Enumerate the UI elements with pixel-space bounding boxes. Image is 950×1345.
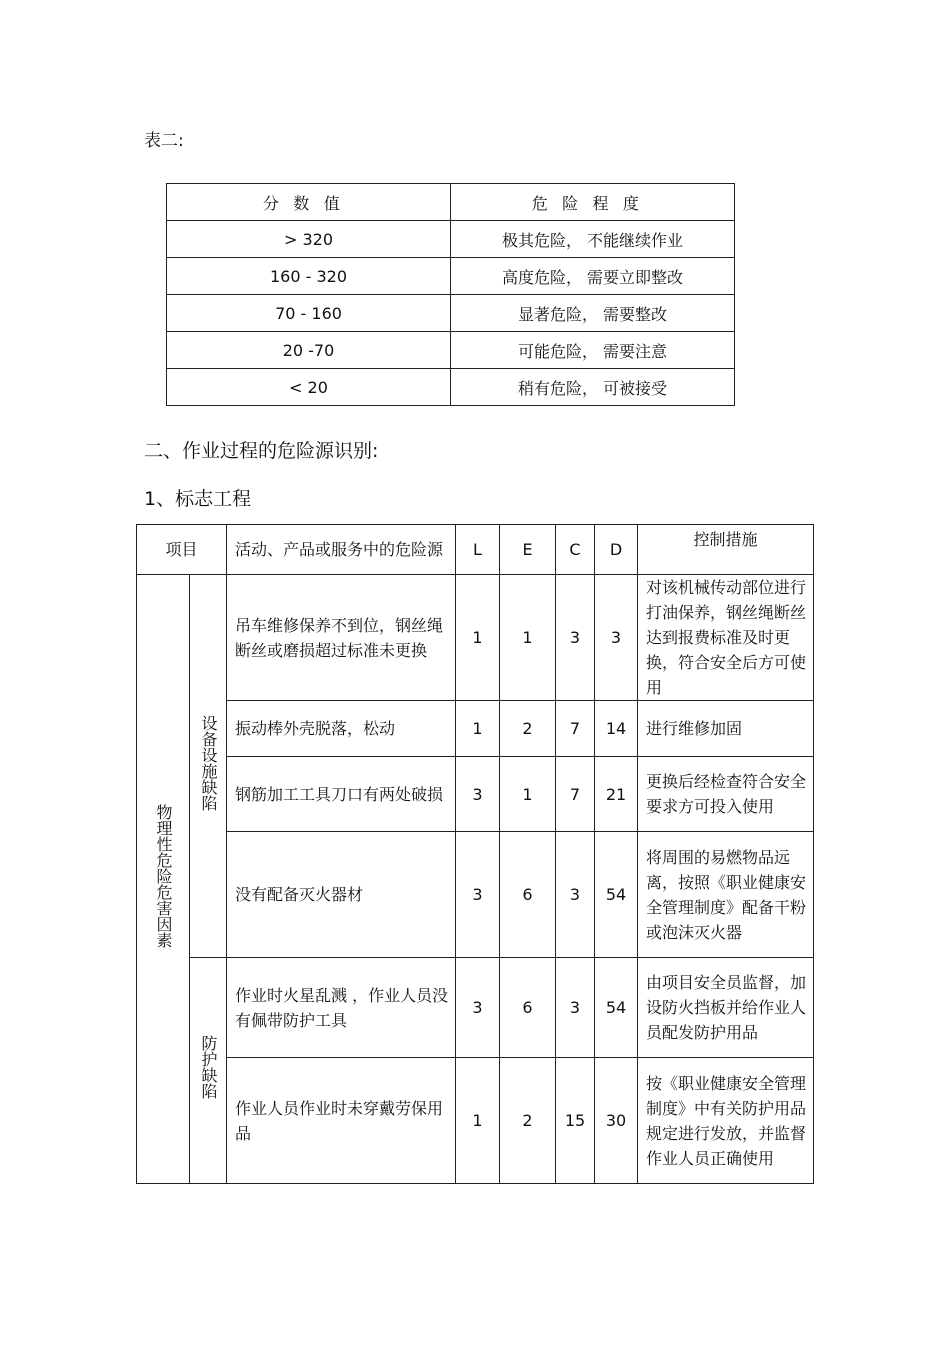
- score-cell: > 320: [167, 221, 451, 258]
- D-cell: 54: [595, 958, 638, 1058]
- D-cell: 14: [595, 701, 638, 757]
- subsection-heading: 1、标志工程: [144, 488, 252, 510]
- control-cell: 进行维修加固: [638, 701, 814, 757]
- D-cell: 3: [595, 575, 638, 701]
- section-heading: 二、作业过程的危险源识别:: [144, 440, 379, 462]
- table-row: [137, 575, 814, 701]
- score-cell: 160 - 320: [167, 258, 451, 295]
- control-cell: 对该机械传动部位进行打油保养，钢丝绳断丝达到报费标准及时更换，符合安全后方可使用: [638, 575, 814, 701]
- L-cell: 1: [456, 575, 500, 701]
- score-cell: 70 - 160: [167, 295, 451, 332]
- level-cell: 稍有危险， 可被接受: [451, 369, 735, 406]
- level-cell: 极其危险， 不能继续作业: [451, 221, 735, 258]
- column-header-control: 控制措施: [638, 525, 814, 575]
- table-row: [137, 1058, 814, 1184]
- column-header-source: 活动、产品或服务中的危险源: [227, 525, 456, 575]
- score-cell: < 20: [167, 369, 451, 406]
- L-cell: 3: [456, 958, 500, 1058]
- source-cell: 吊车维修保养不到位，钢丝绳断丝或磨损超过标准未更换: [227, 575, 456, 701]
- group-cell: [190, 958, 227, 1184]
- table-row: [137, 832, 814, 958]
- C-cell: 3: [556, 958, 595, 1058]
- column-header-C: C: [556, 525, 595, 575]
- category-label: 物理性危险危害因素: [154, 803, 173, 948]
- E-cell: 1: [500, 575, 556, 701]
- C-cell: 15: [556, 1058, 595, 1184]
- E-cell: 2: [500, 1058, 556, 1184]
- table-row: [137, 757, 814, 832]
- table-header-row: [137, 525, 814, 575]
- L-cell: 1: [456, 1058, 500, 1184]
- control-cell: 由项目安全员监督，加设防火挡板并给作业人员配发防护用品: [638, 958, 814, 1058]
- control-cell: 将周围的易燃物品远离，按照《职业健康安全管理制度》配备干粉或泡沫灭火器: [638, 832, 814, 958]
- source-cell: 作业时火星乱溅 ，作业人员没有佩带防护工具: [227, 958, 456, 1058]
- source-cell: 振动棒外壳脱落，松动: [227, 701, 456, 757]
- control-cell: 更换后经检查符合安全要求方可投入使用: [638, 757, 814, 832]
- E-cell: 6: [500, 832, 556, 958]
- level-cell: 可能危险， 需要注意: [451, 332, 735, 369]
- column-header-D: D: [595, 525, 638, 575]
- column-header-level: 危险程度: [451, 184, 735, 221]
- table-caption: 表二:: [144, 131, 184, 151]
- C-cell: 3: [556, 575, 595, 701]
- L-cell: 3: [456, 757, 500, 832]
- column-header-item: 项目: [137, 525, 227, 575]
- table-row: [137, 958, 814, 1058]
- category-cell: [137, 575, 190, 1184]
- source-cell: 没有配备灭火器材: [227, 832, 456, 958]
- L-cell: 1: [456, 701, 500, 757]
- L-cell: 3: [456, 832, 500, 958]
- column-header-L: L: [456, 525, 500, 575]
- table-row: [167, 332, 735, 369]
- hazard-table: [136, 524, 814, 1184]
- table-row: [167, 221, 735, 258]
- E-cell: 6: [500, 958, 556, 1058]
- table-row: [167, 295, 735, 332]
- score-cell: 20 -70: [167, 332, 451, 369]
- column-header-E: E: [500, 525, 556, 575]
- D-cell: 54: [595, 832, 638, 958]
- level-cell: 高度危险， 需要立即整改: [451, 258, 735, 295]
- group-label: 防护缺陷: [199, 1035, 218, 1099]
- column-header-score: 分数值: [167, 184, 451, 221]
- D-cell: 21: [595, 757, 638, 832]
- group-label: 设备设施缺陷: [199, 714, 218, 811]
- source-cell: 作业人员作业时未穿戴劳保用品: [227, 1058, 456, 1184]
- C-cell: 7: [556, 757, 595, 832]
- level-cell: 显著危险， 需要整改: [451, 295, 735, 332]
- table-row: [137, 701, 814, 757]
- C-cell: 3: [556, 832, 595, 958]
- score-table: [166, 183, 735, 406]
- E-cell: 2: [500, 701, 556, 757]
- control-cell: 按《职业健康安全管理制度》中有关防护用品规定进行发放，并监督作业人员正确使用: [638, 1058, 814, 1184]
- D-cell: 30: [595, 1058, 638, 1184]
- table-header-row: [167, 184, 735, 221]
- E-cell: 1: [500, 757, 556, 832]
- source-cell: 钢筋加工工具刀口有两处破损: [227, 757, 456, 832]
- table-row: [167, 258, 735, 295]
- table-row: [167, 369, 735, 406]
- group-cell: [190, 575, 227, 958]
- C-cell: 7: [556, 701, 595, 757]
